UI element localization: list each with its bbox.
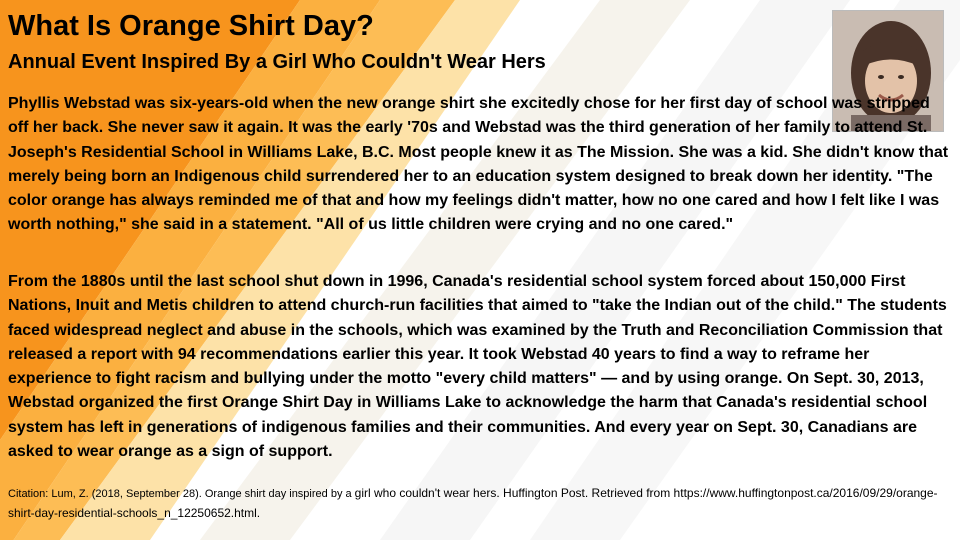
citation-rest: girl who couldn't wear hers. Huffington Post. Retrieved from https://www.huffingtonpost.ca/2016/09/29/orange-shirt-day-residential-schools_n_12250652.html. [8,486,938,520]
slide-title: What Is Orange Shirt Day? [8,10,374,42]
slide-subtitle: Annual Event Inspired By a Girl Who Couldn't Wear Hers [8,51,546,73]
paragraph-2: From the 1880s until the last school shut down in 1996, Canada's residential school system forced about 150,000 First Nations, Inuit and Metis children to attend church-run facilities that aimed to "take the Indian out of the child." The students faced widespread neglect and abuse in the schools, which was examined by the Truth and Reconciliation Commission that released a report with 94 recommendations earlier this year. It took Webstad 40 years to find a way to reframe her experience to fight racism and bullying under the motto "every child matters" — and by using orange. On Sept. 30, 2013, Webstad organized the first Orange Shirt Day in Williams Lake to acknowledge the harm that Canada's residential school system has left in generations of indigenous families and their communities. And every year on Sept. 30, Canadians are asked to wear orange as a sign of support. [8,273,947,461]
paragraph-1: Phyllis Webstad was six-years-old when the new orange shirt she excitedly chose for her first day of school was stripped off her back. She never saw it again. It was the early '70s and Webstad was the third generation of her family to attend St. Joseph's Residential School in Williams Lake, B.C. Most people knew it as The Mission. She was a kid. She didn't know that merely being born an Indigenous child surrendered her to an education system designed to break down her identity. "The color orange has always reminded me of that and how my feelings didn't matter, how no one cared and how I felt like I was worth nothing," she said in a statement. "All of us little children were crying and no one cared." [8,95,949,234]
citation [8,484,952,523]
citation-lead: Citation: Lum, Z. (2018, September 28). Orange shirt day inspired by a [8,488,355,500]
